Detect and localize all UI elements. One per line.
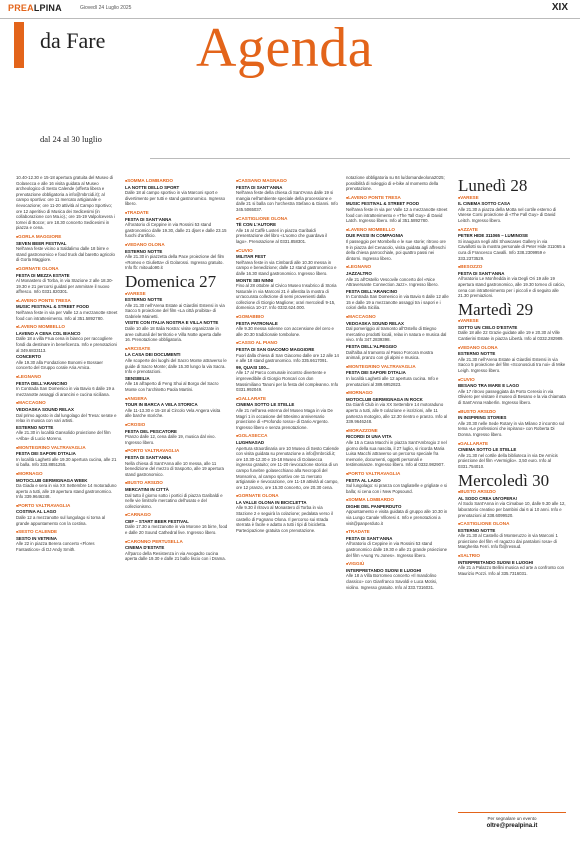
event-title: VEDOASKA SOUND RELAX — [16, 406, 74, 412]
event-description: Al Sodo Sant'Anna in via Cimabue 10, dalle 9.30 alle 12, laboratorio creativo per bambini dai 6 ai 10 anni. Info e prenotazioni al 338.6099520. — [458, 501, 566, 518]
event-title: FESTA DELL'ARANCINO — [346, 288, 398, 294]
event-description: Dal pomeriggio al tramonto all'Ostello di Biegno mercatino prodotti locali, relax in natura e musica dal vivo. Info 347.2839398. — [346, 326, 447, 343]
event-location: ■ LEGNANO — [16, 374, 118, 381]
event-title: DUE PASSI IN COMPAGNIA — [346, 233, 404, 239]
event-location: ■ GORNATE OLONA — [236, 493, 339, 500]
event-location: ■ GALLARATE — [236, 396, 339, 403]
event-title: TÈ CON L'AUTORE — [236, 222, 276, 228]
column-3 — [236, 175, 339, 830]
event-location: ■ LEGNANO — [346, 264, 449, 271]
event-title: COSTINA AL LAGO — [16, 509, 57, 515]
event-description: notazione obbligatoria su 84 lu/domandeolona2025; possibilità di noleggio di e-bike al momento della prenotazione. — [346, 175, 445, 192]
event-location: ■ CUVIO — [458, 377, 566, 384]
event-title: FESTA DI SAN GIACOMO MAGGIORE — [236, 347, 315, 353]
page-number: XIX — [551, 2, 568, 13]
event-title: RICORDI DI UNA VITA — [346, 434, 392, 440]
day-heading: Martedì 29 — [458, 299, 534, 319]
event-location: ■ VEDANO OLONA — [458, 345, 566, 352]
event-location: ■ LAVENO MOMBELLO — [346, 227, 449, 234]
event-description: Alle 21.30 nell'Arena Estate ai Giardini Estensi in via Sacco 5 proiezione del film «La città proibita» di Gabriele Mainetti. — [125, 302, 225, 319]
event-location: ■ PORTO VALTRAVAGLIA — [346, 471, 449, 478]
event-title: MUSIC FESTIVAL & STREET FOOD — [346, 201, 420, 207]
event-title: SOTTO UN CIELO D'ESTATE — [458, 324, 518, 330]
event-description: All'parco della Resistenza in via Avogadro cucina aperta dalle 19.30 e dalle 21 ballo liscio con i Drama. — [125, 550, 226, 562]
event-title: ESTERNO NOTTE — [458, 351, 496, 357]
event-description: Al Monastero di Torba, in via Stazione 2 alle 18.30-19.30 e 21 percorsi guidati per ammirare il nuovo affresco. Info 0331.820301. — [16, 278, 113, 295]
event-title: ESTERNO NOTTE — [16, 424, 54, 430]
column-2 — [125, 175, 228, 830]
event-title: FESTA DEI SAPORI D'ITALIA — [16, 451, 76, 457]
event-description: Nell'area feste vicino a Saldalimo dalle 18 birre e stand gastronomico e food truck dal baretto agricolo di Gorla Maggiore. — [16, 246, 115, 263]
event-title: ESTERNO NOTTE — [458, 527, 496, 533]
event-title: CINEMA D'ESTATE — [125, 545, 165, 551]
event-description: All'oratorio di Ceppine in via Rossini 53 stand gastronomico dalle 19.30, dalle 21 djset e dalle 23.15 fuochi d'artificio. — [125, 222, 227, 239]
event-location: ■ CROSIO — [125, 422, 228, 429]
event-title: FESTA DI SANT'ANNA — [236, 184, 283, 190]
event-location: ■ SALTRIO — [458, 553, 566, 560]
event-title: SESTO IN VETRINA — [16, 535, 57, 541]
event-title: 99, QUASI 100... — [236, 364, 270, 370]
event-title: CINEMA SOTTO LE STELLE — [458, 447, 517, 453]
event-description: In località Laghetti alle 12 apertura cucina. Info e prenotazioni al 389.6952823. — [346, 376, 439, 387]
event-description: Alle 15 a Casa Macchi in piazza Sant'Ambrogio 2 nel giorno della sua nascita, il 27 luglio, si ricorda Maria Luisa Macchi attraverso un percorso speciale fra memorie, documenti, oggetti personali e testimonianze. Ingresso libero. Info al 0332.982907. — [346, 439, 447, 468]
event-description: In Contrada San Domenico in via Bavio 6 dalle 12 alle 15 e dalle 19 a mezzanotte assaggi tra i sapori e i colori della Sicilia. — [346, 294, 449, 311]
event-title: VISITE CON ITALIA NOSTRA E VILLA NOTTE — [125, 320, 219, 326]
newspaper-logo: PREALPINA — [8, 3, 62, 13]
event-title: INTERPRETANDO SUONI E LUOGHI — [458, 559, 534, 565]
event-title: LUGHNASAD — [236, 439, 265, 445]
event-location: ■ BUSTO ARSIZIO — [458, 409, 566, 416]
event-description: Dalle 12 a mezzanotte sul lungolago si torna al grande appuntamento con la costina. — [16, 515, 106, 526]
event-location: ■ LAVENO MOMBELLO — [16, 324, 118, 331]
event-title: MOTOCLUB GERMIGNAGA IN ROCK — [346, 396, 423, 402]
event-title: SENSIBILIA — [125, 375, 150, 381]
event-location: ■ MACCAGNO — [346, 314, 449, 321]
event-description: Fuori dalla chiesa di San Giacomo dalle ore 12 alle 14 e alle 18 stand gastronomico. Info 335.6617091. — [236, 352, 339, 364]
event-description: Fino al 28 ottobre al Civico Museo Insubrico di Storia Naturale in via Marconi 21 è allestita la mostra di un'accurata collezione di semi provenienti dalla collezione di Giorgio Maglione; orari mercoledì 9-15, domenica 10-17. Info 0332.624.000. — [236, 283, 337, 311]
event-description: Nell'area feste in via Cimbardi alle 10.30 messa in campo e benedizione; dalle 12 stand gastronomico e dalle 16.30 stand gastronomico. Ingresso libero. — [236, 259, 337, 276]
event-description: Alle 22 in piazza Berera concerto «Flores Fantasticos» di DJ Andy Smith. — [16, 541, 95, 553]
event-location: ■ CARONNO PERTUSELLA — [125, 539, 228, 546]
event-description: Dalle 10 alle 18 Italia Nostra: visite organizzate in aree culturali del territorio e Villa Notte aperta dalle 16. Prenotazione obbligatoria. — [125, 326, 222, 343]
event-description: Dall'alba al tramonto al Passo Forcora mostra animali, pranzo con gli alpini e musica. — [346, 349, 434, 361]
event-description: Alle 9.30 il ritrovo al Monastero di Torba in via Stazione 2 e seguirà la colazione; pedalata verso il castello di Fagnano Olona. Il percorso sui strada sterrata è facile e adatto a tutti i tipi di bicicletta. Partecipazione gratuita con prenotazione. — [236, 505, 333, 533]
event-location: ■ CUVIO — [236, 248, 339, 255]
event-title: INTERPRETANDO SUONI E LUOGHI — [346, 567, 422, 573]
event-title: LA CASA DEI DOCUMENTI — [125, 352, 181, 358]
event-title: FESTA DI SANT'ANNA — [458, 270, 505, 276]
event-description: Il passeggio per Mombello e le sue storie; ritrovo ore 9 in piazza del Cenacolo, visita guidata agli affreschi della chiesa parrocchiale, poi quattro passi nei dintorni. Ingresso libero. — [346, 238, 446, 261]
event-title: LA NOTTE DELLO SPORT — [125, 184, 180, 190]
event-location: ■ CASTIGLIONE OLONA — [458, 521, 566, 528]
day-heading: Mercoledì 30 — [458, 470, 550, 490]
event-title: FESTA DI SANT'ANNA — [125, 216, 172, 222]
event-title: FESTA DI MEZZA ESTATE — [16, 272, 70, 278]
event-description: Alle 21.30 in località Gansolido proiezione del film «Alba» di Lucio Moreno. — [16, 430, 111, 441]
event-location: ■ VARESE — [125, 291, 228, 298]
event-location: ■ LAVENO PONTE TRESA — [16, 298, 118, 305]
event-location: ■ GORNATE OLONA — [16, 266, 118, 273]
event-location: ■ PORTO VALTRAVAGLIA — [125, 448, 228, 455]
event-location: ■ VARESE — [458, 318, 566, 325]
event-description: Dalle 18 al campo sportivo in via Marconi sport e divertimento per tutti e stand gastronomico. Ingresso libero. — [125, 190, 226, 207]
event-location: ■ CASTIGLIONE OLONA — [236, 216, 339, 223]
event-title: FESTA DI SANT'ANNA — [125, 454, 172, 460]
event-description: 10.40-12.30 e 15-18 apertura gratuita del Museo di Golasecca e alle 16 visita guidata al Museo archeologico di Sesto Calende (offerta libera e prenotazione obbligatoria a info@mbrcidi.it); al campo sportivo: ore 11 mercato artigianale e rievocazione; ore 11-20 attività al Campo Sportivo; ore 12 aperitivo di Musica dei Sedicesimi (in collaborazione con Ma.io).; ore 15-19 Valpolcevera i tornei di Bocce; ore 18.30 concerto Sedicesimi in piazza e cena. — [16, 175, 115, 231]
event-description: Dalle 18 a villa Frua cena in bianco per raccogliere fondi da destinare in beneficenza. Info e prenotazioni al 349.6833113. — [16, 336, 117, 353]
event-title: MERCATINI IN CITTÀ — [125, 486, 169, 492]
event-title: FESTA DEI SAPORI D'ITALIA — [346, 370, 406, 376]
event-location: ■ MONTEGRINO VALTRAVAGLIA — [346, 364, 449, 371]
event-location: ■ ANGERA — [125, 396, 228, 403]
event-location: ■ BUSTO ARSIZIO — [125, 480, 228, 487]
event-location: ■ TRADATE — [125, 210, 228, 217]
event-description: Alle 21.30 al Castello di Monteruzzo in via Marconi 1 proiezione del film «Il ragazzo dai pantaloni rosa» di Margherita Ferri. Info fb@ressud. — [458, 533, 558, 550]
event-location: ■ AZZATE — [458, 227, 566, 234]
event-title: MOTOCLUB GERMIGNAGA WEEK — [16, 477, 88, 483]
event-title: IN INSPIRING STORIES — [458, 415, 507, 421]
event-title: FESTA PATRONALE — [236, 320, 278, 326]
event-location: ■ VIGGIÙ — [346, 561, 449, 568]
column-4 — [346, 175, 449, 830]
event-description: Sul lungolago: si pranza con tagliatelle e grigliate e si balla; si cena con i New Popsound. — [346, 483, 448, 494]
event-description: Nell'area feste in via per Valle 12 a mezzanotte street food con intrattenimento. Info al 351.5892780. — [16, 310, 118, 321]
event-description: Nella chiesa di Sant'Anna alle 10 messa, alle 11 benedizione del mezzo di trasporto, alle 19 apertura stand gastronomico. — [125, 460, 224, 477]
event-description: Alle 21 nell'area esterna del Museo Maga in via De Magri 1 in occasione del 50esimo anniversario proiezione di «Profondo rosso» di Dario Argento. Ingresso libero e senza prenotazione. — [236, 407, 333, 430]
event-description: Alle 21 all'Ostello Vescovile concerto del «Nice Attraversante Connection Jazz». Ingresso libero. — [346, 276, 439, 288]
event-location: ■ MORNAGO — [16, 471, 118, 478]
event-description: Dal tutto il giorno sotto i portici di piazza Garibaldi e nelle vie limitrofe mercatino dell'usato e del collezionismo. — [125, 492, 223, 509]
event-description: Dalle 18 alle 22 Grazie guidate alle 19 e 20.30 al Ville Cantierini Estate in piazza Libertà. Info al 0332.282989. — [458, 330, 564, 342]
day-heading: Lunedì 28 — [458, 176, 528, 195]
title-divider — [150, 158, 570, 159]
event-description: Alle 17 ritrovo passeggiata da Porto Ceresio in via Oliviero per visitare il museo di Besano e la via chiamata di Sant'Anna Haberlin. Ingresso libero. — [458, 388, 566, 405]
event-location: ■ GOLASECCA — [236, 433, 339, 440]
event-title: MONTE SEI NINNI — [236, 277, 274, 283]
event-title: ESTERNO NOTTE — [125, 248, 163, 254]
event-title: ESTERNO NOTTE — [125, 297, 163, 303]
event-location: ■ CASSO AL PIANO — [236, 340, 339, 347]
event-description: Alle scoperte dei luoghi del Sacro Monte attraverso le guide di Sacro Monte; dalle 15.30 lungo la via Sacra. Info e prenotazioni. — [125, 358, 227, 375]
event-description: Alle 21.30 nel cortile della biblioteca in via De Amicis proiezione del film «Vermiglio». 3,50 euro. Info al 0331.754010. — [458, 452, 558, 469]
event-title: CONCERTO — [16, 354, 42, 360]
event-description: Alle 17 al Parco comunale incontro divertente e imprevedibile di Giorgio Roncari con don Massimiliano Tanoni per la festa del compleanno. Info 0331.992049. — [236, 370, 339, 393]
event-title: IL CINEMA SOTTO CASA — [458, 201, 511, 207]
event-title: FESTA DI SANT'ANNA — [346, 535, 393, 541]
event-description: Alle 21.30 nell'Arena Estate ai Giardini Estensi in via Sacco 5 proiezione del film «Sconosciuti tra noi» di Mike Leigh. Ingresso libero. — [458, 356, 566, 374]
event-title: VEDOASKA SOUND RELAX — [346, 320, 404, 326]
event-location: ■ TRADATE — [346, 529, 449, 536]
event-description: Dalle 17.30 a mezzanotte in via Morone 16 birre, food e dalle 20 Sound Cathedral live. Ingresso libero. — [125, 524, 228, 536]
event-location: ■ LAVENO PONTE TRESA — [346, 195, 449, 202]
event-title: TOUR IN BARCA A VELA STORICA — [125, 402, 198, 408]
event-title: CINEMA SOTTO LE STELLE — [236, 402, 295, 408]
event-title: FESTA DELL'ARANCINO — [16, 380, 68, 386]
event-location: ■ CASSANO MAGNAGO — [236, 178, 339, 185]
event-title: JAZZALTRO — [346, 270, 372, 276]
submission-note: Per segnalare un evento — [458, 812, 566, 821]
date-range: dal 24 al 30 luglio — [40, 134, 102, 144]
event-title: FESTA DEL PESCATORE — [125, 428, 177, 434]
event-title: LA VALLE OLONA IN BICICLETTA — [236, 499, 307, 505]
event-title: DIGHE DEL PANPERDUTO — [346, 503, 402, 509]
event-location: ■ SESTO CALENDE — [16, 529, 118, 536]
event-description: Alle 16 al Caffè Lusteri in piazza Garibaldi presentazione del libro «L'uomo che guardava il lago». Prenotazione al 0331.858301. — [236, 227, 328, 244]
event-location: ■ PORTO VALTRAVAGLIA — [16, 503, 118, 510]
event-title: LAVENO A CENA COL BIANCO — [16, 330, 81, 336]
issue-date: Giovedì 24 Luglio 2025 — [80, 5, 132, 11]
event-title: PETER HIDE 311065 – LUMINOSE — [458, 233, 529, 239]
event-description: Alle 11-13.30 e 15-18 al Circolo Vela Angera visita alle barche storiche. — [125, 407, 221, 419]
day-heading: Domenica 27 — [125, 271, 217, 291]
page-title: Agenda — [196, 17, 374, 79]
event-description: Alle 21.30 in piazzetta della Pace proiezione del film «Romeo e Giulietta» di Golarossi. Ingresso gratuito. Info fb: mitoudo90.it — [125, 254, 225, 271]
event-title: AL SODO CREA UN'OPERA! — [458, 495, 518, 501]
event-description: In località Laghetti alle 19.30 apertura cucina, alle 21 si balla. Info 333.8851255. — [16, 456, 117, 468]
section-accent-bar — [14, 22, 24, 68]
event-title: CBF – START BEER FESTIVAL — [125, 518, 189, 524]
event-location: ■ GOMABBIO — [236, 314, 339, 321]
event-description: Alle 18 a Villa Borromeo concerto «Il mandolino classico» con Gianfranco Savoldi e Luca Motisi, violino. Ingresso gratuito. Info al 333.7316031. — [346, 573, 437, 590]
event-description: In Contrada San Domenico in via Bavio 6 dalle 19 a mezzanotte assaggi di arancini e cucina siciliana. — [16, 386, 115, 397]
event-location: ■ ARCISATE — [125, 346, 228, 353]
event-description: Nell'area feste in via per Valle 12 a mezzanotte street food con intrattenimento e «The Tall Guy» di David Latch. Ingresso libero. Info al 351.5892780. — [346, 206, 448, 224]
event-title: FESTA DELL'ALPEGGIO — [346, 344, 397, 350]
event-description: Dal primo agosto in dal lungolago del Tresa: serate e relax in musica con vari artisti. — [16, 412, 117, 424]
event-description: All'oratorio Le Monfredda in via Degli Ori 19 alle 19 apertura stand gastronomico, alle 19.30 torneo di calcio, cena con intrattenimento per i piccoli e di seguito alle 21.30 premiazioni. — [458, 276, 566, 299]
event-description: Alle 21.30 a piazza della Motta nel cortile esterno di Varese Corsi proiezione di «The Fall Guy» di David Leitch. Ingresso libero. — [458, 206, 557, 223]
event-description: Nell'area feste della chiesa di Sant'Anna dalle 19 si mangia nell'ambiente speciale della processione e dalle 21 si balla con l'orchestra Stefano & Gianni. Info 345.5065037. — [236, 190, 338, 212]
event-location: ■ GORLA MAGGIORE — [16, 234, 118, 241]
event-description: Alle 16 all'aperto di Feng Shui al Borgo del Sacro Monte con l'architetto Paola Martini. — [125, 381, 219, 392]
event-location: ■ VEDANO OLONA — [125, 242, 228, 249]
event-location: ■ BESOZZO — [458, 264, 566, 271]
submission-footer — [458, 812, 566, 829]
event-location: ■ MONTEGRINO VALTRAVAGLIA — [16, 445, 118, 452]
event-location: ■ CARNAGO — [125, 512, 228, 519]
column-1 — [16, 175, 118, 830]
event-description: Alle 19.30 alla Fondazione Bonomi e Bossaer concerto del Gruppo corale Aria Amica. — [16, 359, 103, 371]
event-description: Alle 20.30 nelle Sede Rotary in via Milano 2 incontro sul tema «Le professioni che ispirano» con Roberta Di Donna. Ingresso libero. — [458, 420, 565, 437]
event-location: ■ VARESE — [458, 195, 566, 202]
event-location: ■ SOMMA LOMBARDO — [346, 497, 449, 504]
event-description: Da Giada e sera in via XX Settembre 14 motoraduno aperto a tutti, alle 19 apertura stand gastronomico. Info 339.9646248. — [16, 483, 117, 500]
event-title: MUSIC FESTIVAL & STREET FOOD — [16, 304, 90, 310]
event-description: All'oratorio di Ceppine in via Rossini 53 stand gastronomico dalle 19.30 e alle 21 grande proiezione del film «Aung Yu Jones». Ingresso libero. — [346, 541, 448, 558]
event-location: ■ MACCAGNO — [16, 400, 118, 407]
event-location: ■ MORAZZONE — [346, 428, 449, 435]
event-description: Alle 9.30 messa solenne con accensione del cero e alle 20.30 tradizionale tombolone. — [236, 326, 334, 337]
event-location: ■ GALLARATE — [458, 441, 566, 448]
event-title: MILITAR FEST — [236, 254, 266, 260]
event-description: Alle 21 a Palazzo Bellini musica ed arte a confronto con Maurizio Pozzi. Info al 335.7316031. — [458, 565, 565, 576]
event-description: Apertura straordinaria ore 10 Museo di Sesto Calende con visita guidata su prenotazione a info@mbrcidi.it; ore 10.30-12.30 e 15-18 Museo di Golasecca ingresso gratuito; ore 11-20 rievocazione storica di un campo funebre golasecchiano alla Necropoli del Monsorino, al campo sportivo ore 11 mercato artigianale e rievocazione, ore 11-19 attività al campo, ore 12 pranzo, ore 15.30 concerto, ore 20.30 cena. — [236, 445, 339, 490]
event-description: Pranzo dalle 12, cena dalle 19, musica dal vivo. Ingresso libero. — [125, 434, 216, 445]
event-title: BESANO TRA MARE E LAGO — [458, 383, 520, 389]
section-title: da Fare — [40, 28, 106, 53]
event-description: Appuntamento e visita guidata di gruppo alle 10.30 in via Lungo Canale Villoresi 4. Info e prenotazioni a visit@panperduto.it — [346, 509, 448, 526]
event-description: Si inaugura negli altri Showcases Gallery in via Cavallotti su la mostra personale di Peter Hide 311065 a cura di Francesco Cavalli. Info 338.2309959 e 333.2373529. — [458, 238, 566, 261]
event-location: ■ SOMMA LOMBARDO — [125, 178, 228, 185]
event-location: ■ BUSTO ARSIZIO — [458, 489, 566, 496]
event-title: SEVEN BEER FESTIVAL — [16, 240, 67, 246]
event-title: FESTA AL LAGO — [346, 477, 381, 483]
column-5 — [458, 175, 566, 830]
event-location: ■ MORNAGO — [346, 390, 449, 397]
submission-email[interactable]: oltre@prealpina.it — [486, 823, 538, 829]
event-description: Da Gianfi Club in via XX Settembre 14 motoraduno aperto a tutti, alle 9 colazione e iscrizioni, alle 11 partenza motogiro, alle 12.30 rientro e pranzo. Info al 339.9646248. — [346, 402, 448, 425]
